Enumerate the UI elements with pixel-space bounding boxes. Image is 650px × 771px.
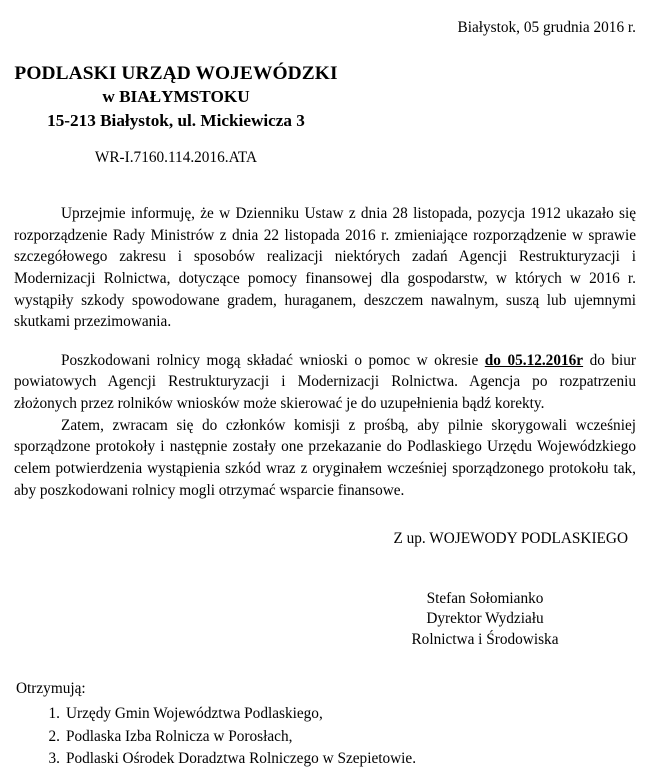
- recipients-section: [16, 680, 616, 771]
- date-line: Białystok, 05 grudnia 2016 r.: [457, 19, 636, 36]
- list-item-number: 1.: [48, 705, 60, 723]
- signer-position-line-1: Dyrektor Wydziału: [426, 610, 544, 628]
- paragraph-2: [14, 350, 636, 415]
- paragraph-3: Zatem, zwracam się do członków komisji z prośbą, aby pilnie skorygowali wcześniej sporządzone protokoły i następnie zostały one przekazanie do Podlaskiego Urzędu Wojewódzkiego celem potwierdzenia wystąpienia szkód wraz z oryginałem wcześniej sporządzonego protokołu tak, aby poszkodowani rolnicy mogli otrzymać wsparcie finansowe.: [14, 416, 636, 499]
- list-item-label: Urzędy Gmin Województwa Podlaskiego,: [66, 705, 323, 723]
- paragraph-2-text-before: Poszkodowani rolnicy mogą składać wnioski o pomoc w okresie: [61, 351, 485, 369]
- list-item-number: 2.: [48, 727, 60, 745]
- reference-number: WR-I.7160.114.2016.ATA: [94, 149, 258, 166]
- list-item: [16, 748, 616, 770]
- paragraph-2-text-after: do biur powiatowych Agencji Restrukturyzacji i Modernizacji Rolnictwa. Agencja po rozpatrzeniu złożonych przez rolników wniosków może skierować je do uzupełnienia bądź korekty.: [14, 351, 637, 413]
- signature-on-behalf-of: Z up. WOJEWODY PODLASKIEGO: [393, 530, 628, 547]
- list-item-number: 3.: [48, 750, 60, 768]
- list-item-label: Podlaska Izba Rolnicza w Porosłach,: [66, 727, 293, 745]
- letterhead-office-name: PODLASKI URZĄD WOJEWÓDZKI: [14, 63, 338, 84]
- signature-block: [345, 589, 625, 650]
- list-item: [16, 726, 616, 748]
- paragraph-1: Uprzejmie informuję, że w Dzienniku Ustaw z dnia 28 listopada, pozycja 1912 ukazało się rozporządzenie Rady Ministrów z dnia 22 listopada 2016 r. zmieniające rozporządzenie w sprawie szczegółowego zakresu i sposobów realizacji niektórych zadań Agencji Restrukturyzacji i Modernizacji Rolnictwa, dotyczące pomocy finansowej dla gospodarstw, w których w 2016 r. wystąpiły szkody spowodowane gradem, huraganem, deszczem nawalnym, suszą lub ujemnymi skutkami przezimowania.: [14, 205, 636, 331]
- letterhead-city: w BIAŁYMSTOKU: [102, 87, 250, 107]
- letterhead: [6, 62, 346, 132]
- recipients-list: [16, 703, 616, 770]
- deadline-date-emphasis: do 05.12.2016r: [484, 351, 584, 369]
- document-body: [14, 203, 636, 501]
- letterhead-address: 15-213 Białystok, ul. Mickiewicza 3: [47, 111, 305, 131]
- signer-position-line-2: Rolnictwa i Środowiska: [411, 630, 559, 648]
- list-item: [16, 703, 616, 725]
- list-item-label: Podlaski Ośrodek Doradztwa Rolniczego w Szepietowie.: [66, 750, 417, 768]
- recipients-title: Otrzymują:: [16, 680, 86, 697]
- signer-name: Stefan Sołomianko: [426, 590, 544, 607]
